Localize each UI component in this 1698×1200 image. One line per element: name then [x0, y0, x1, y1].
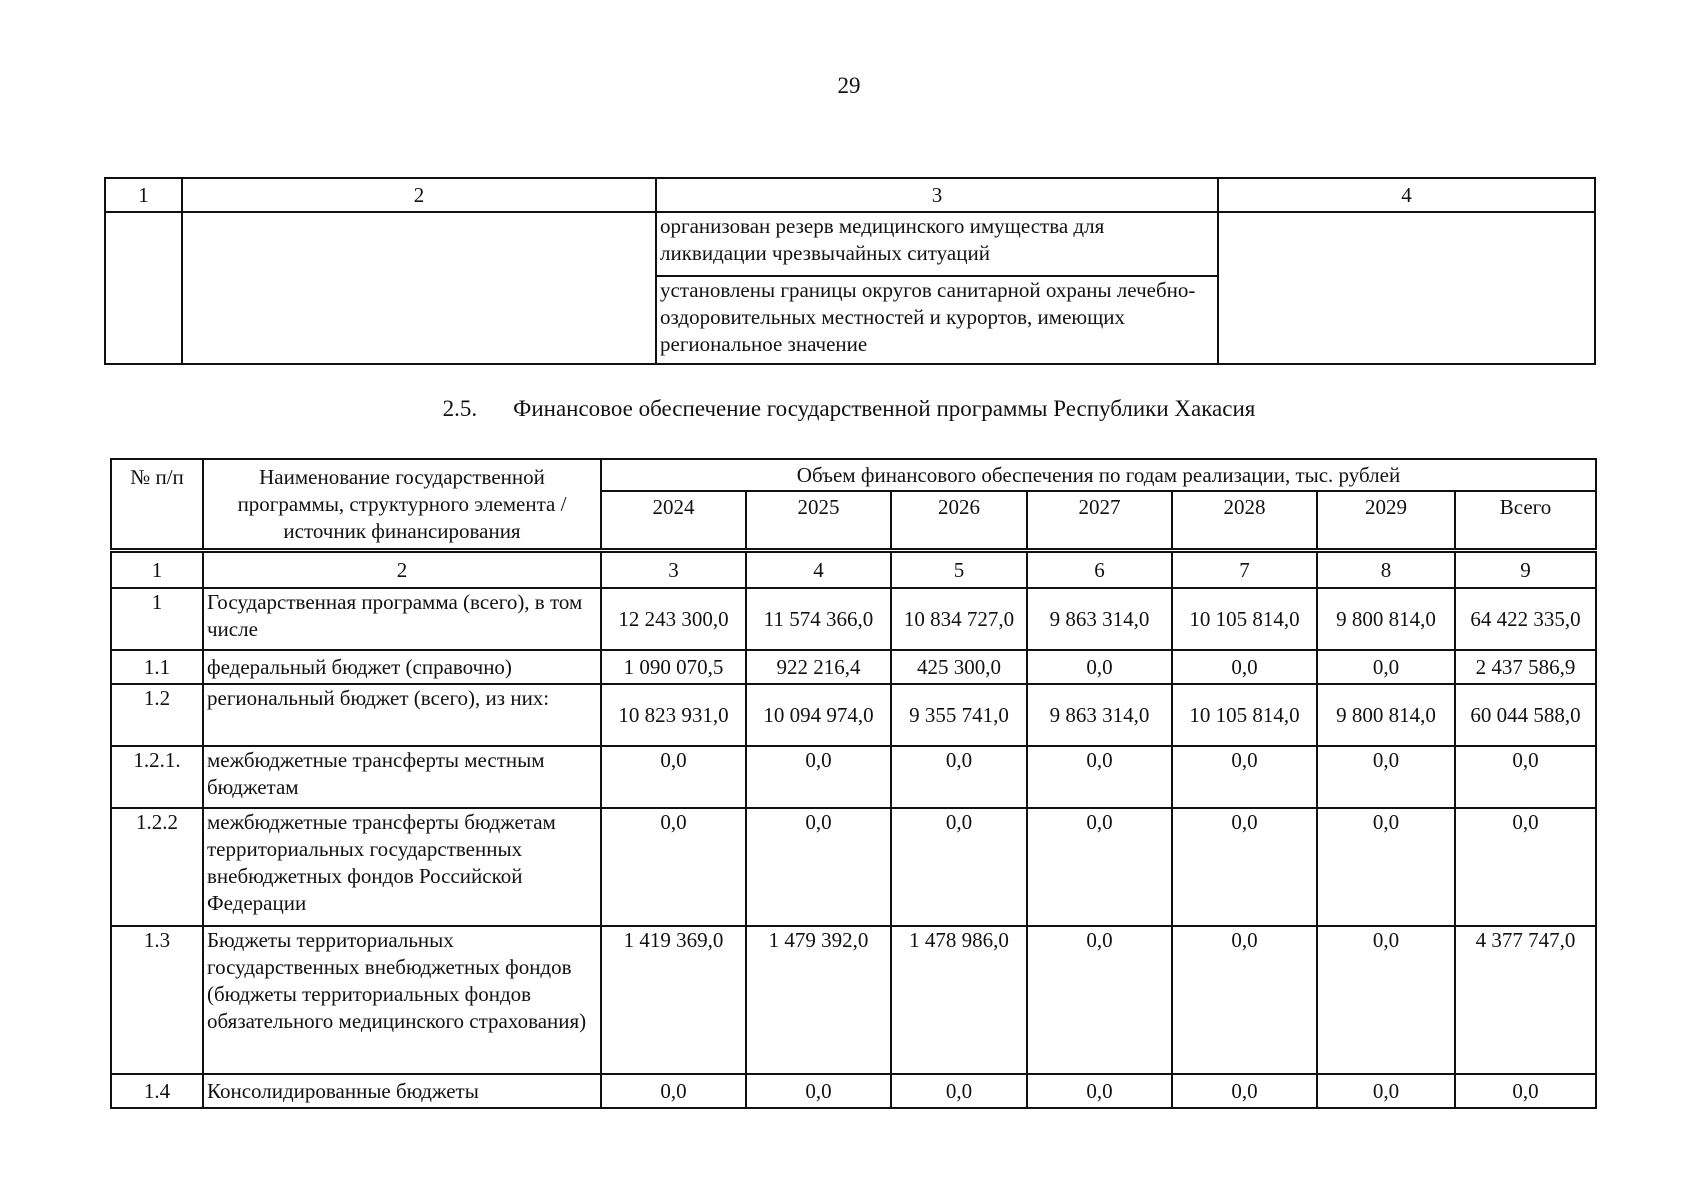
value-cell: 9 863 314,0 [1027, 588, 1172, 650]
row-number: 1.2.1. [111, 746, 203, 808]
section-heading [0, 396, 1698, 422]
value-cell: 0,0 [1172, 926, 1317, 1074]
row-name: Государственная программа (всего), в том числе [203, 588, 601, 650]
value-cell: 1 478 986,0 [891, 926, 1027, 1074]
header-year: 2024 [601, 491, 746, 549]
column-number: 6 [1027, 552, 1172, 588]
row-number: 1 [111, 588, 203, 650]
value-cell: 0,0 [1027, 650, 1172, 684]
header-total: Всего [1455, 491, 1596, 549]
empty-cell [182, 212, 656, 364]
header-number: № п/п [111, 459, 203, 549]
column-number: 9 [1455, 552, 1596, 588]
page-number: 29 [837, 73, 861, 98]
value-cell: 9 355 741,0 [891, 684, 1027, 746]
header-name: Наименование государственной программы, структурного элемента / источник финансирования [203, 459, 601, 549]
col-header-1: 1 [105, 178, 182, 212]
col-header-4: 4 [1218, 178, 1595, 212]
continuation-row [105, 212, 1595, 276]
value-cell: 0,0 [1027, 926, 1172, 1074]
table-row [111, 808, 1596, 926]
table-row [111, 588, 1596, 650]
value-cell: 64 422 335,0 [1455, 588, 1596, 650]
value-cell: 9 800 814,0 [1317, 684, 1455, 746]
continuation-header-row [105, 178, 1595, 212]
row-number: 1.3 [111, 926, 203, 1074]
header-year: 2027 [1027, 491, 1172, 549]
value-cell: 0,0 [1317, 808, 1455, 926]
value-cell: 0,0 [746, 1074, 891, 1108]
value-cell: 0,0 [1172, 808, 1317, 926]
value-cell: 425 300,0 [891, 650, 1027, 684]
row-number: 1.2.2 [111, 808, 203, 926]
value-cell: 9 800 814,0 [1317, 588, 1455, 650]
value-cell: 0,0 [746, 746, 891, 808]
value-cell: 0,0 [601, 746, 746, 808]
value-cell: 0,0 [1317, 650, 1455, 684]
header-year: 2029 [1317, 491, 1455, 549]
value-cell: 0,0 [1027, 808, 1172, 926]
value-cell: 11 574 366,0 [746, 588, 891, 650]
value-cell: 0,0 [1455, 746, 1596, 808]
value-cell: 0,0 [601, 808, 746, 926]
value-cell: 60 044 588,0 [1455, 684, 1596, 746]
row-name: Консолидированные бюджеты [203, 1074, 601, 1108]
row-name: межбюджетные трансферты местным бюджетам [203, 746, 601, 808]
value-cell: 0,0 [1027, 746, 1172, 808]
table-row [111, 684, 1596, 746]
finance-table [110, 551, 1597, 1109]
value-cell: 12 243 300,0 [601, 588, 746, 650]
value-cell: 10 823 931,0 [601, 684, 746, 746]
value-cell: 1 419 369,0 [601, 926, 746, 1074]
value-cell: 10 094 974,0 [746, 684, 891, 746]
row-number: 1.4 [111, 1074, 203, 1108]
column-number: 4 [746, 552, 891, 588]
value-cell: 0,0 [1455, 808, 1596, 926]
col-header-2: 2 [182, 178, 656, 212]
continuation-table [104, 177, 1596, 365]
column-number: 1 [111, 552, 203, 588]
section-number: 2.5. [442, 396, 478, 421]
value-cell: 10 105 814,0 [1172, 588, 1317, 650]
value-cell: 0,0 [891, 808, 1027, 926]
table-row [111, 1074, 1596, 1108]
table-row [111, 650, 1596, 684]
section-title: Финансовое обеспечение государственной программы Республики Хакасия [513, 396, 1256, 421]
value-cell: 0,0 [1317, 746, 1455, 808]
result-item: организован резерв медицинского имущества для ликвидации чрезвычайных ситуаций [656, 212, 1218, 276]
value-cell: 0,0 [1172, 746, 1317, 808]
value-cell: 0,0 [601, 1074, 746, 1108]
table-row [111, 746, 1596, 808]
column-number: 8 [1317, 552, 1455, 588]
empty-cell [1218, 212, 1595, 364]
value-cell: 0,0 [1027, 1074, 1172, 1108]
header-volume: Объем финансового обеспечения по годам реализации, тыс. рублей [601, 459, 1596, 491]
value-cell: 4 377 747,0 [1455, 926, 1596, 1074]
finance-table-header [110, 458, 1597, 550]
column-number-row [111, 552, 1596, 588]
value-cell: 0,0 [1317, 1074, 1455, 1108]
empty-cell [105, 212, 182, 364]
value-cell: 0,0 [1172, 650, 1317, 684]
value-cell: 1 479 392,0 [746, 926, 891, 1074]
column-number: 7 [1172, 552, 1317, 588]
row-number: 1.2 [111, 684, 203, 746]
row-name: федеральный бюджет (справочно) [203, 650, 601, 684]
header-year: 2025 [746, 491, 891, 549]
value-cell: 0,0 [1455, 1074, 1596, 1108]
value-cell: 2 437 586,9 [1455, 650, 1596, 684]
table-row [111, 926, 1596, 1074]
value-cell: 1 090 070,5 [601, 650, 746, 684]
row-number: 1.1 [111, 650, 203, 684]
row-name: Бюджеты территориальных государственных внебюджетных фондов (бюджеты территориальных фондов обязательного медицинского страхования) [203, 926, 601, 1074]
result-item: установлены границы округов санитарной охраны лечебно-оздоровительных местностей и курортов, имеющих региональное значение [656, 276, 1218, 364]
value-cell: 922 216,4 [746, 650, 891, 684]
column-number: 5 [891, 552, 1027, 588]
value-cell: 0,0 [746, 808, 891, 926]
column-number: 3 [601, 552, 746, 588]
value-cell: 10 834 727,0 [891, 588, 1027, 650]
row-name: региональный бюджет (всего), из них: [203, 684, 601, 746]
value-cell: 0,0 [1317, 926, 1455, 1074]
value-cell: 0,0 [1172, 1074, 1317, 1108]
header-year: 2026 [891, 491, 1027, 549]
col-header-3: 3 [656, 178, 1218, 212]
value-cell: 0,0 [891, 1074, 1027, 1108]
value-cell: 0,0 [891, 746, 1027, 808]
value-cell: 10 105 814,0 [1172, 684, 1317, 746]
row-name: межбюджетные трансферты бюджетам территориальных государственных внебюджетных фондов Российской Федерации [203, 808, 601, 926]
column-number: 2 [203, 552, 601, 588]
value-cell: 9 863 314,0 [1027, 684, 1172, 746]
header-year: 2028 [1172, 491, 1317, 549]
